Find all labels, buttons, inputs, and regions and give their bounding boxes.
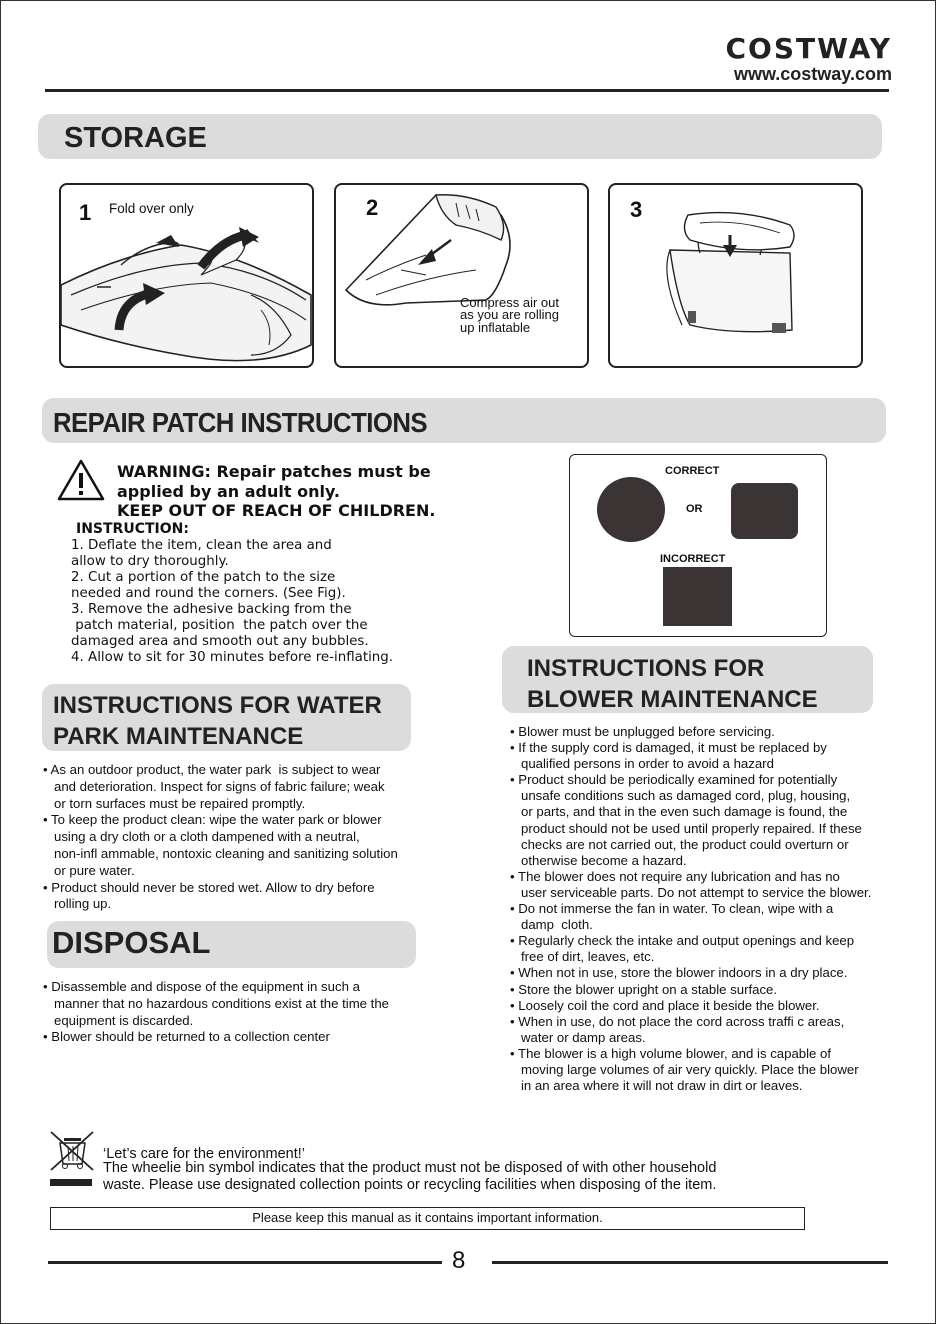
blower-line: • Store the blower upright on a stable surface.	[510, 981, 778, 997]
water-park-line: and deterioration. Inspect for signs of fabric failure; weak	[43, 778, 385, 794]
environment-line-2: waste. Please use designated collection points or recycling facilities when disposing of the item.	[103, 1177, 717, 1193]
instruction-line: 2. Cut a portion of the patch to the size	[71, 570, 336, 585]
water-park-line: using a dry cloth or a cloth dampened with a neutral,	[43, 829, 360, 845]
brand-header	[725, 34, 892, 84]
water-park-line: • Product should never be stored wet. Allow to dry before	[43, 879, 375, 895]
blower-line: product should not be used until properly repaired. If these	[510, 820, 862, 836]
blower-line: water or damp areas.	[510, 1029, 646, 1045]
disposal-title: DISPOSAL	[52, 925, 211, 960]
disposal-instructions	[43, 979, 443, 1046]
water-park-title-line-2: PARK MAINTENANCE	[53, 723, 304, 750]
blower-line: in an area where it will not draw in dirt or leaves.	[510, 1078, 803, 1094]
blower-line: free of dirt, leaves, etc.	[510, 949, 655, 965]
blower-line: moving large volumes of air very quickly. Place the blower	[510, 1061, 859, 1077]
warning-icon	[56, 458, 106, 502]
blower-line: • Do not immerse the fan in water. To clean, wipe with a	[510, 901, 834, 917]
blower-line: • Regularly check the intake and output openings and keep	[510, 933, 855, 949]
instruction-heading: INSTRUCTION:	[76, 521, 189, 537]
footer-rule-left	[48, 1261, 442, 1264]
warning-line-3: KEEP OUT OF REACH OF CHILDREN.	[117, 501, 436, 520]
brand-logo: COSTWAY	[725, 32, 892, 65]
wheelie-bin-icon	[48, 1130, 96, 1190]
panel-1-number: 1	[79, 200, 92, 225]
storage-title: STORAGE	[64, 122, 207, 154]
rounded-square-patch	[731, 483, 798, 539]
environment-quote: ‘Let’s care for the environment!’	[103, 1146, 306, 1162]
environment-line-1: The wheelie bin symbol indicates that the product must not be disposed of with other household	[103, 1160, 717, 1176]
panel-1-caption: Fold over only	[109, 201, 194, 216]
water-park-line: or torn surfaces must be repaired promptly.	[43, 795, 306, 811]
footer-note: Please keep this manual as it contains important information.	[50, 1207, 805, 1230]
blower-line: otherwise become a hazard.	[510, 852, 687, 868]
blower-line: • The blower is a high volume blower, and is capable of	[510, 1045, 832, 1061]
instruction-line: needed and round the corners. (See Fig).	[71, 586, 346, 601]
page-number: 8	[452, 1247, 466, 1274]
panel-2-caption-2: as you are rolling	[460, 307, 559, 322]
water-park-line: non-infl ammable, nontoxic cleaning and sanitizing solution	[43, 845, 398, 861]
or-label: OR	[686, 503, 703, 515]
water-park-line: or pure water.	[43, 862, 135, 878]
blower-instructions	[510, 724, 890, 1094]
blower-line: • The blower does not require any lubrication and has no	[510, 868, 840, 884]
instruction-line: 1. Deflate the item, clean the area and	[71, 538, 332, 553]
square-patch	[663, 567, 732, 626]
panel-2-number: 2	[366, 195, 379, 220]
blower-line: • When in use, do not place the cord across traffi c areas,	[510, 1013, 845, 1029]
disposal-line: equipment is discarded.	[43, 1012, 194, 1028]
round-patch	[597, 477, 665, 542]
instruction-line: allow to dry thoroughly.	[71, 554, 229, 569]
blower-line: damp cloth.	[510, 917, 593, 933]
blower-title-line-1: INSTRUCTIONS FOR	[527, 655, 765, 682]
brand-url: www.costway.com	[733, 64, 892, 84]
roll-illustration	[336, 185, 589, 368]
storage-panel-2	[334, 183, 589, 368]
warning-line-1: WARNING: Repair patches must be	[117, 462, 431, 481]
panel-2-caption-3: up inflatable	[460, 320, 531, 335]
blower-title-line-2: BLOWER MAINTENANCE	[527, 686, 818, 713]
blower-line: user serviceable parts. Do not attempt to service the blower.	[510, 884, 872, 900]
instruction-line: 4. Allow to sit for 30 minutes before re-inflating.	[71, 650, 394, 665]
storage-panel-3	[608, 183, 863, 368]
footer-rule-right	[492, 1261, 888, 1264]
blower-line: checks are not carried out, the product could overturn or	[510, 836, 849, 852]
patch-figure	[569, 454, 827, 637]
water-park-instructions	[43, 762, 443, 913]
water-park-line: rolling up.	[43, 896, 112, 912]
instruction-line: 3. Remove the adhesive backing from the	[71, 602, 352, 617]
blower-line: • Loosely coil the cord and place it beside the blower.	[510, 997, 820, 1013]
storage-panel-1	[59, 183, 314, 368]
fold-illustration	[61, 185, 314, 368]
incorrect-label: INCORRECT	[660, 553, 726, 565]
repair-title: REPAIR PATCH INSTRUCTIONS	[53, 407, 428, 438]
panel-2-caption-1: Compress air out	[460, 295, 559, 310]
blower-line: unsafe conditions such as damaged cord, plug, housing,	[510, 788, 851, 804]
disposal-line: • Blower should be returned to a collection center	[43, 1029, 330, 1045]
blower-line: qualified persons in order to avoid a hazard	[510, 756, 774, 772]
correct-label: CORRECT	[665, 465, 720, 477]
disposal-line: • Disassemble and dispose of the equipment in such a	[43, 979, 360, 994]
header-rule	[45, 89, 889, 92]
water-park-line: • As an outdoor product, the water park is subject to wear	[43, 762, 381, 777]
water-park-line: • To keep the product clean: wipe the water park or blower	[43, 812, 382, 828]
disposal-line: manner that no hazardous conditions exist at the time the	[43, 995, 390, 1011]
blower-line: or parts, and that in the even such damage is found, the	[510, 804, 848, 820]
instruction-line: damaged area and smooth out any bubbles.	[71, 634, 369, 649]
blower-line: • When not in use, store the blower indoors in a dry place.	[510, 965, 848, 981]
warning-line-2: applied by an adult only.	[117, 482, 341, 501]
water-park-title-line-1: INSTRUCTIONS FOR WATER	[53, 692, 382, 719]
bag-illustration	[610, 185, 863, 368]
blower-line: • If the supply cord is damaged, it must be replaced by	[510, 740, 827, 756]
blower-line: • Product should be periodically examined for potentially	[510, 772, 838, 788]
panel-3-number: 3	[630, 197, 643, 222]
instruction-line: patch material, position the patch over the	[71, 618, 368, 633]
blower-line: • Blower must be unplugged before servicing.	[510, 724, 775, 739]
